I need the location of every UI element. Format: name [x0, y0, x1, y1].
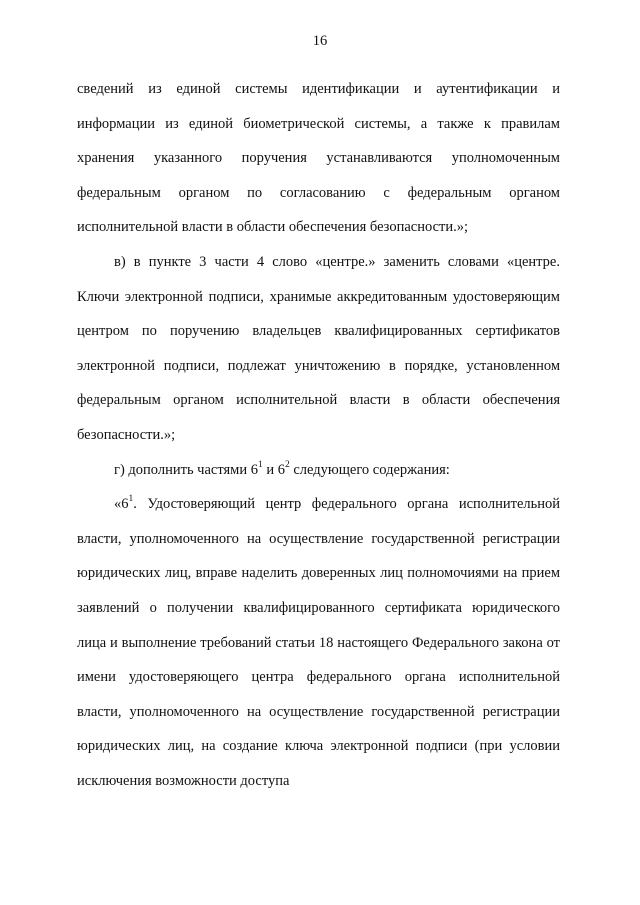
- paragraph-text: и 6: [262, 461, 285, 478]
- paragraph-part-6-1: [77, 487, 560, 798]
- superscript: 1: [257, 459, 263, 470]
- paragraph-text: г) дополнить частями 6: [114, 461, 258, 478]
- document-body: [77, 72, 560, 798]
- page-number: 16: [312, 33, 328, 49]
- paragraph-item-g: [77, 453, 560, 488]
- paragraph-continuation: сведений из единой системы идентификации и аутентификации и информации из единой биометрической системы, а также к правилам хранения указанного поручения устанавливаются уполномоченным федеральным органом по согласованию с федеральным органом исполнительной власти в области обеспечения безопасности.»;: [77, 81, 560, 236]
- paragraph-text: . Удостоверяющий центр федерального органа исполнительной власти, уполномоченного на осуществление государственной регистрации юридических лиц, вправе наделить доверенных лиц полномочиями на прием заявлений о получении квалифицированного сертификата юридического лица и выполнение требований статьи 18 настоящего Федерального закона от имени удостоверяющего центра федерального органа исполнительной власти, уполномоченного на осуществление государственной регистрации юридических лиц, на создание ключа электронной подписи (при условии исключения возможности доступа: [77, 496, 560, 789]
- paragraph-item-v: в) в пункте 3 части 4 слово «центре.» заменить словами «центре. Ключи электронной подписи, хранимые аккредитованным удостоверяющим центром по поручению владельцев квалифицированных сертификатов электронной подписи, подлежат уничтожению в порядке, установленном федеральным органом исполнительной власти в области обеспечения безопасности.»;: [77, 253, 560, 443]
- paragraph-text: «6: [114, 496, 129, 513]
- paragraph-text: следующего содержания:: [289, 461, 450, 478]
- superscript: 1: [128, 494, 134, 505]
- superscript: 2: [284, 459, 290, 470]
